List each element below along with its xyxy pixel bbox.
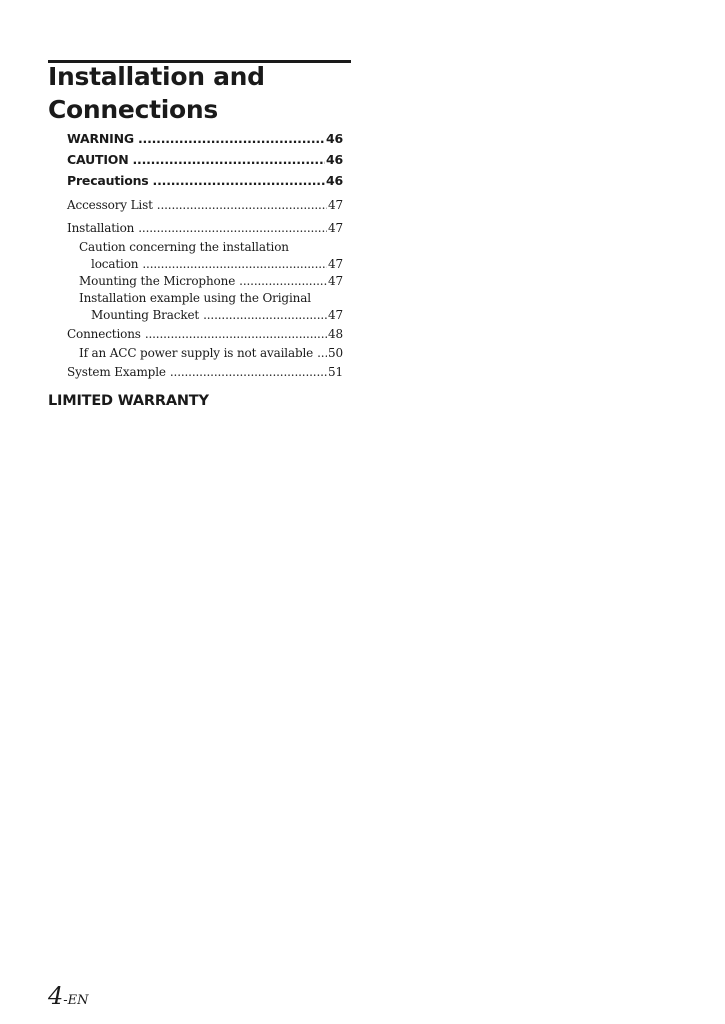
toc-leader-dots — [317, 346, 327, 360]
toc-entry-warning[interactable] — [67, 131, 343, 146]
toc-label: Mounting Bracket — [91, 308, 200, 322]
toc-entry-installation-example-line1[interactable]: Installation example using the Original — [79, 291, 311, 305]
toc-entry-caution-location-line1[interactable]: Caution concerning the installation — [79, 240, 289, 254]
section-title-line2: Connections — [48, 95, 218, 124]
toc-leader-dots — [203, 308, 327, 322]
toc-leader-dots — [153, 173, 325, 188]
toc-label: CAUTION — [67, 152, 129, 167]
toc-leader-dots — [138, 221, 327, 235]
toc-page-number: 46 — [326, 173, 343, 188]
toc-label: If an ACC power supply is not available — [79, 346, 314, 360]
toc-page-number: 48 — [328, 327, 343, 341]
toc-entry-mounting-microphone[interactable] — [79, 274, 343, 288]
toc-entry-acc-power[interactable] — [79, 346, 343, 360]
toc-label: Connections — [67, 327, 141, 341]
toc-entry-precautions[interactable] — [67, 173, 343, 188]
toc-label: WARNING — [67, 131, 134, 146]
toc-label: location — [91, 257, 139, 271]
page-number-suffix: -EN — [63, 993, 89, 1008]
toc-leader-dots — [239, 274, 327, 288]
toc-label: Accessory List — [67, 198, 153, 212]
toc-entry-connections[interactable] — [67, 327, 343, 341]
toc-label: Precautions — [67, 173, 149, 188]
toc-label: Mounting the Microphone — [79, 274, 236, 288]
toc-page-number: 50 — [328, 346, 343, 360]
toc-entry-accessory-list[interactable] — [67, 198, 343, 212]
toc-leader-dots — [138, 131, 325, 146]
toc-page-number: 47 — [328, 308, 343, 322]
limited-warranty-heading[interactable]: LIMITED WARRANTY — [48, 393, 209, 409]
toc-page-number: 46 — [326, 131, 343, 146]
toc-entry-caution-location[interactable] — [91, 257, 343, 271]
toc-label: System Example — [67, 365, 166, 379]
toc-entry-caution[interactable] — [67, 152, 343, 167]
page-number — [48, 982, 89, 1010]
toc-leader-dots — [132, 152, 325, 167]
toc-page-number: 47 — [328, 221, 343, 235]
section-title-line1: Installation and — [48, 62, 265, 91]
toc-leader-dots — [170, 365, 327, 379]
toc-page-number: 47 — [328, 274, 343, 288]
toc-page-number: 47 — [328, 257, 343, 271]
toc-page-number: 47 — [328, 198, 343, 212]
toc-leader-dots — [142, 257, 327, 271]
toc-leader-dots — [157, 198, 327, 212]
toc-page-number: 46 — [326, 152, 343, 167]
page-number-value: 4 — [48, 982, 64, 1010]
toc-label: Installation — [67, 221, 135, 235]
toc-entry-installation[interactable] — [67, 221, 343, 235]
toc-entry-system-example[interactable] — [67, 365, 343, 379]
toc-leader-dots — [145, 327, 327, 341]
toc-entry-mounting-bracket[interactable] — [91, 308, 343, 322]
toc-page-number: 51 — [328, 365, 343, 379]
